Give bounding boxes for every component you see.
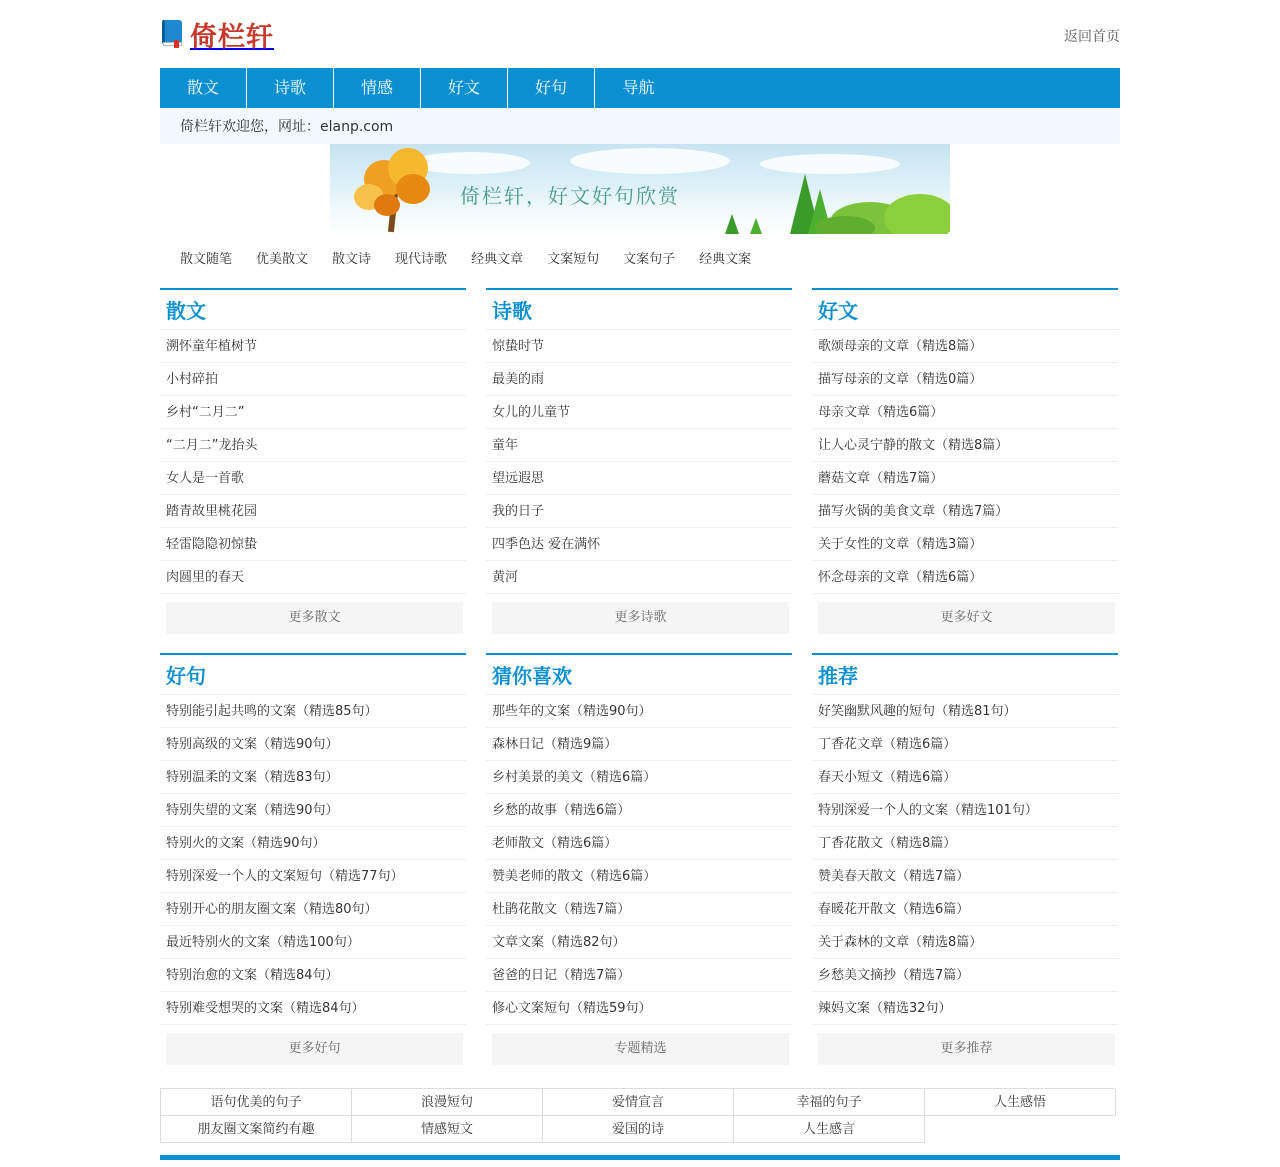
article-link[interactable]: 肉圆里的春天 xyxy=(166,570,245,585)
list-item xyxy=(160,893,466,926)
article-link[interactable]: 关于森林的文章（精选8篇） xyxy=(818,935,983,950)
article-link[interactable]: 最美的雨 xyxy=(492,372,545,387)
article-link[interactable]: 望远遐思 xyxy=(492,471,545,486)
site-title: 倚栏轩 xyxy=(190,21,274,53)
list-item xyxy=(486,992,792,1025)
list-item xyxy=(486,959,792,992)
article-link[interactable]: 赞美春天散文（精选7篇） xyxy=(818,869,970,884)
tag-link[interactable]: 爱情宣言 xyxy=(543,1089,734,1116)
sublink[interactable]: 现代诗歌 xyxy=(395,252,448,267)
list-item xyxy=(486,860,792,893)
list-item xyxy=(812,926,1118,959)
section-column xyxy=(486,288,792,634)
list-item xyxy=(486,728,792,761)
article-list xyxy=(812,330,1118,594)
list-item xyxy=(486,462,792,495)
article-link[interactable]: “二月二”龙抬头 xyxy=(166,438,258,453)
list-item xyxy=(160,561,466,594)
list-item xyxy=(486,495,792,528)
section-title[interactable]: 好文 xyxy=(818,299,858,323)
article-link[interactable]: 特别深爱一个人的文案（精选101句） xyxy=(818,803,1038,818)
section-column xyxy=(812,288,1118,634)
list-item xyxy=(486,761,792,794)
article-list xyxy=(160,330,466,594)
sublink[interactable]: 经典文章 xyxy=(471,252,524,267)
section-column xyxy=(160,288,466,634)
section-title[interactable]: 散文 xyxy=(166,299,206,323)
article-link[interactable]: 修心文案短句（精选59句） xyxy=(492,1001,652,1016)
category-links xyxy=(160,248,1120,272)
tag-link[interactable]: 语句优美的句子 xyxy=(161,1089,352,1116)
list-item xyxy=(160,926,466,959)
article-link[interactable]: 特别能引起共鸣的文案（精选85句） xyxy=(166,704,378,719)
section-column xyxy=(812,653,1118,1065)
tag-link[interactable]: 浪漫短句 xyxy=(352,1089,543,1116)
tag-link[interactable]: 爱国的诗 xyxy=(543,1116,734,1143)
more-button[interactable]: 更多推荐 xyxy=(818,1033,1115,1065)
list-item xyxy=(160,992,466,1025)
list-item xyxy=(812,396,1118,429)
article-link[interactable]: 特别治愈的文案（精选84句） xyxy=(166,968,339,983)
list-item xyxy=(812,827,1118,860)
section-header xyxy=(486,653,792,695)
banner-image xyxy=(330,144,950,234)
article-link[interactable]: 爸爸的日记（精选7篇） xyxy=(492,968,631,983)
article-link[interactable]: 乡愁美文摘抄（精选7篇） xyxy=(818,968,970,983)
list-item xyxy=(160,363,466,396)
article-link[interactable]: 关于女性的文章（精选3篇） xyxy=(818,537,983,552)
list-item xyxy=(812,528,1118,561)
article-link[interactable]: 四季色达 爱在满怀 xyxy=(492,537,601,552)
article-link[interactable]: 丁香花散文（精选8篇） xyxy=(818,836,957,851)
article-link[interactable]: 让人心灵宁静的散文（精选8篇） xyxy=(818,438,1009,453)
section-title[interactable]: 推荐 xyxy=(818,664,858,688)
section-header xyxy=(160,653,466,695)
list-item xyxy=(812,794,1118,827)
nav-item-haowen[interactable]: 好文 xyxy=(421,68,508,108)
list-item xyxy=(812,860,1118,893)
article-link[interactable]: 轻雷隐隐初惊蛰 xyxy=(166,537,258,552)
more-button[interactable]: 更多散文 xyxy=(166,602,463,634)
article-list xyxy=(160,695,466,1025)
list-item xyxy=(812,363,1118,396)
article-link[interactable]: 描写母亲的文章（精选0篇） xyxy=(818,372,983,387)
tag-link[interactable]: 人生感言 xyxy=(734,1116,925,1143)
book-icon xyxy=(160,20,184,48)
section-column xyxy=(160,653,466,1065)
article-link[interactable]: 特别难受想哭的文案（精选84句） xyxy=(166,1001,365,1016)
home-link[interactable]: 返回首页 xyxy=(1064,29,1120,45)
tag-link[interactable]: 幸福的句子 xyxy=(734,1089,925,1116)
section-column xyxy=(486,653,792,1065)
article-link[interactable]: 小村碎拍 xyxy=(166,372,219,387)
section-title[interactable]: 猜你喜欢 xyxy=(492,664,572,688)
article-link[interactable]: 辣妈文案（精选32句） xyxy=(818,1001,952,1016)
article-list xyxy=(486,695,792,1025)
more-button[interactable]: 更多好文 xyxy=(818,602,1115,634)
article-link[interactable]: 文章文案（精选82句） xyxy=(492,935,626,950)
article-list xyxy=(486,330,792,594)
article-link[interactable]: 特别温柔的文案（精选83句） xyxy=(166,770,339,785)
article-link[interactable]: 丁香花文章（精选6篇） xyxy=(818,737,957,752)
tag-link[interactable]: 朋友圈文案简约有趣 xyxy=(161,1116,352,1143)
list-item xyxy=(486,330,792,363)
list-item xyxy=(812,561,1118,594)
article-link[interactable]: 惊蛰时节 xyxy=(492,339,545,354)
list-item xyxy=(486,893,792,926)
article-list xyxy=(812,695,1118,1025)
article-link[interactable]: 最近特别火的文案（精选100句） xyxy=(166,935,360,950)
more-button[interactable]: 更多诗歌 xyxy=(492,602,789,634)
article-link[interactable]: 怀念母亲的文章（精选6篇） xyxy=(818,570,983,585)
site-header xyxy=(160,0,1120,68)
nav-item-daohang[interactable]: 导航 xyxy=(622,78,655,97)
article-link[interactable]: 歌颂母亲的文章（精选8篇） xyxy=(818,339,983,354)
section-title[interactable]: 诗歌 xyxy=(492,299,532,323)
sublink[interactable]: 文案短句 xyxy=(547,252,600,267)
article-link[interactable]: 描写火锅的美食文章（精选7篇） xyxy=(818,504,1009,519)
article-link[interactable]: 童年 xyxy=(492,438,519,453)
list-item xyxy=(812,429,1118,462)
list-item xyxy=(486,827,792,860)
list-item xyxy=(486,363,792,396)
nav-item-qinggan[interactable]: 情感 xyxy=(334,68,421,108)
list-item xyxy=(486,695,792,728)
list-item xyxy=(160,330,466,363)
section-header xyxy=(812,653,1118,695)
list-item xyxy=(486,794,792,827)
article-link[interactable]: 女儿的儿童节 xyxy=(492,405,571,420)
list-item xyxy=(160,495,466,528)
tag-grid-section xyxy=(160,1088,1120,1143)
article-link[interactable]: 我的日子 xyxy=(492,504,545,519)
article-link[interactable]: 乡愁的故事（精选6篇） xyxy=(492,803,631,818)
list-item xyxy=(160,761,466,794)
article-link[interactable]: 特别开心的朋友圈文案（精选80句） xyxy=(166,902,378,917)
banner-text: 倚栏轩，好文好句欣赏 xyxy=(460,184,680,208)
tag-link[interactable]: 情感短文 xyxy=(352,1116,543,1143)
article-link[interactable]: 蘑菇文章（精选7篇） xyxy=(818,471,944,486)
list-item xyxy=(160,827,466,860)
list-item xyxy=(812,992,1118,1025)
list-item xyxy=(812,893,1118,926)
article-link[interactable]: 春暖花开散文（精选6篇） xyxy=(818,902,970,917)
article-link[interactable]: 黄河 xyxy=(492,570,519,585)
article-link[interactable]: 好笑幽默风趣的短句（精选81句） xyxy=(818,704,1017,719)
article-link[interactable]: 森林日记（精选9篇） xyxy=(492,737,618,752)
list-item xyxy=(812,761,1118,794)
section-title[interactable]: 好句 xyxy=(166,664,206,688)
article-link[interactable]: 特别火的文案（精选90句） xyxy=(166,836,326,851)
more-button[interactable]: 更多好句 xyxy=(166,1033,463,1065)
article-link[interactable]: 女人是一首歌 xyxy=(166,471,245,486)
list-item xyxy=(160,462,466,495)
list-item xyxy=(160,396,466,429)
sublink[interactable]: 经典文案 xyxy=(699,252,752,267)
sublink[interactable]: 散文随笔 xyxy=(180,252,233,267)
article-link[interactable]: 那些年的文案（精选90句） xyxy=(492,704,652,719)
article-link[interactable]: 母亲文章（精选6篇） xyxy=(818,405,944,420)
article-link[interactable]: 溯怀童年植树节 xyxy=(166,339,258,354)
list-item xyxy=(160,695,466,728)
article-link[interactable]: 踏青故里桃花园 xyxy=(166,504,258,519)
list-item xyxy=(486,396,792,429)
list-item xyxy=(486,926,792,959)
list-item xyxy=(812,495,1118,528)
list-item xyxy=(160,794,466,827)
list-item xyxy=(812,959,1118,992)
section-header xyxy=(160,288,466,330)
article-link[interactable]: 特别失望的文案（精选90句） xyxy=(166,803,339,818)
site-logo[interactable] xyxy=(160,16,274,52)
main-nav xyxy=(160,68,1120,108)
article-link[interactable]: 赞美老师的散文（精选6篇） xyxy=(492,869,657,884)
list-item xyxy=(160,429,466,462)
list-item xyxy=(160,528,466,561)
list-item xyxy=(160,959,466,992)
list-item xyxy=(812,330,1118,363)
list-item xyxy=(486,528,792,561)
sublink[interactable]: 散文诗 xyxy=(332,252,372,267)
welcome-bar: 倚栏轩欢迎您，网址：elanp.com xyxy=(160,108,1120,144)
article-link[interactable]: 春天小短文（精选6篇） xyxy=(818,770,957,785)
section-header xyxy=(812,288,1118,330)
article-link[interactable]: 老师散文（精选6篇） xyxy=(492,836,618,851)
list-item xyxy=(812,695,1118,728)
more-button[interactable]: 专题精选 xyxy=(492,1033,789,1065)
section-header xyxy=(486,288,792,330)
nav-item-shige[interactable]: 诗歌 xyxy=(247,68,334,108)
article-link[interactable]: 乡村“二月二” xyxy=(166,405,245,420)
sublink[interactable]: 文案句子 xyxy=(623,252,676,267)
list-item xyxy=(486,561,792,594)
list-item xyxy=(812,462,1118,495)
article-link[interactable]: 特别深爱一个人的文案短句（精选77句） xyxy=(166,869,404,884)
article-link[interactable]: 特别高级的文案（精选90句） xyxy=(166,737,339,752)
nav-item-haoju[interactable]: 好句 xyxy=(508,68,595,108)
list-item xyxy=(160,728,466,761)
footer-bar xyxy=(160,1155,1120,1160)
tag-link[interactable]: 人生感悟 xyxy=(925,1089,1116,1116)
article-link[interactable]: 杜鹃花散文（精选7篇） xyxy=(492,902,631,917)
nav-item-sanwen[interactable]: 散文 xyxy=(160,68,247,108)
list-item xyxy=(812,728,1118,761)
sublink[interactable]: 优美散文 xyxy=(256,252,309,267)
article-link[interactable]: 乡村美景的美文（精选6篇） xyxy=(492,770,657,785)
list-item xyxy=(160,860,466,893)
tag-grid xyxy=(160,1088,1115,1143)
list-item xyxy=(486,429,792,462)
